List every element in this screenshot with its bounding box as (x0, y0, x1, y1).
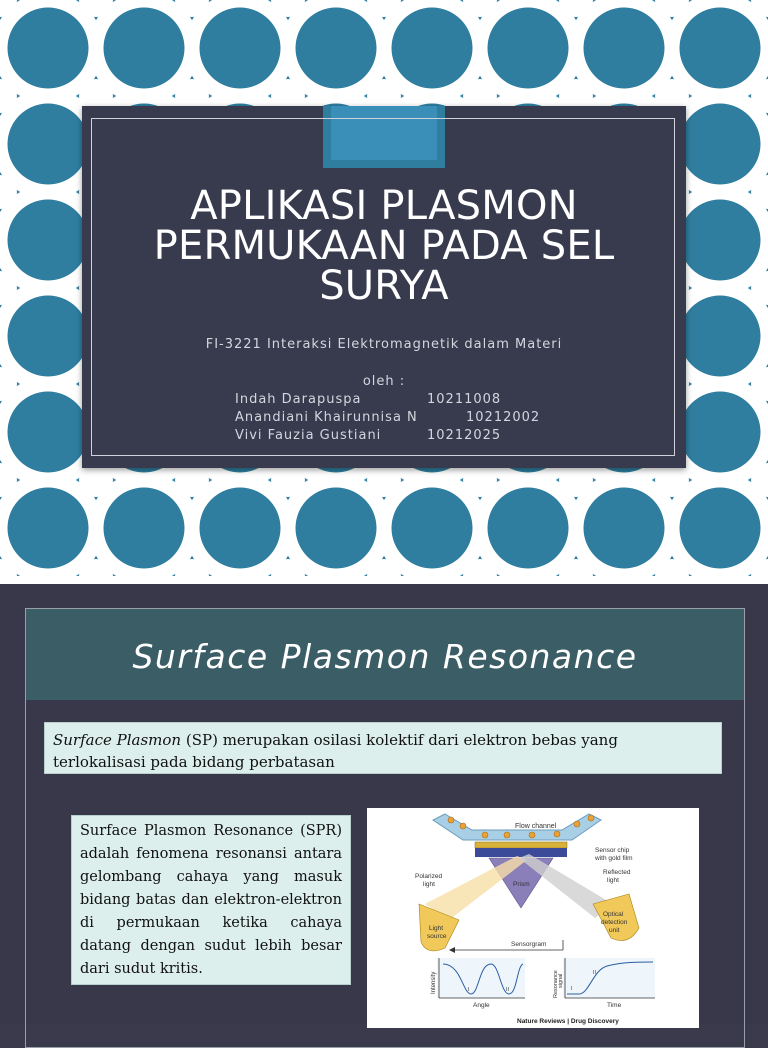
presentation-title: APLIKASI PLASMON PERMUKAAN PADA SEL SURYA (153, 183, 615, 309)
polarized-light-label: Polarized (415, 873, 443, 880)
sensor-chip (475, 842, 567, 848)
by-label: oleh : (362, 374, 406, 389)
svg-text:source: source (427, 933, 447, 940)
author-nim: 10212002 (466, 410, 541, 425)
slide-divider (0, 576, 768, 584)
svg-text:light: light (423, 881, 435, 888)
author-nim: 10212025 (427, 428, 502, 443)
svg-text:with gold film: with gold film (595, 855, 633, 862)
author-name: Indah Darapuspa (235, 392, 362, 407)
title-panel (82, 106, 686, 468)
svg-text:II: II (593, 970, 596, 976)
svg-text:Optical: Optical (603, 911, 624, 918)
spr-definition-box: Surface Plasmon Resonance (SPR) adalah fenomena resonansi antara gelombang cahaya yang masuk bidang batas dan elektron-elektron di permukaan ketika cahaya datang dengan sudut lebih besar dari sudut kritis. (71, 815, 351, 985)
svg-text:Resonance: Resonance (553, 970, 559, 998)
spr-diagram (367, 808, 699, 1028)
svg-text:Time: Time (607, 1002, 622, 1009)
course-subtitle: FI-3221 Interaksi Elektromagnetik dalam Materi (205, 337, 563, 352)
svg-text:unit: unit (609, 927, 620, 934)
sp-term: Surface Plasmon (53, 731, 182, 749)
diagram-credit: Nature Reviews | Drug Discovery (517, 1018, 619, 1025)
svg-text:light: light (607, 877, 619, 884)
sp-definition: (SP) merupakan osilasi kolektif dari elektron bebas yang terlokalisasi pada bidang perbatasan (53, 731, 618, 771)
reflected-light-label: Reflected (603, 869, 631, 876)
sensorgram-label: Sensorgram (511, 941, 547, 948)
svg-text:signal: signal (558, 973, 564, 988)
svg-text:detection: detection (601, 919, 628, 926)
svg-text:I: I (571, 986, 573, 992)
sp-definition-box (44, 722, 722, 774)
svg-text:II: II (506, 987, 509, 993)
svg-text:Prism: Prism (513, 881, 530, 888)
author-nim: 10211008 (427, 392, 502, 407)
author-name: Vivi Fauzia Gustiani (235, 428, 382, 443)
svg-text:Angle: Angle (473, 1002, 490, 1009)
flow-channel-label: Flow channel (515, 823, 557, 830)
slide-title: Surface Plasmon Resonance (132, 637, 638, 676)
content-slide (0, 576, 768, 1024)
slide-header (26, 609, 744, 700)
svg-text:Intensity: Intensity (431, 971, 437, 994)
sensor-chip-label: Sensor chip (595, 847, 630, 854)
svg-text:I: I (468, 987, 470, 993)
svg-text:Light: Light (429, 925, 444, 932)
author-name: Anandiani Khairunnisa N (235, 410, 418, 425)
